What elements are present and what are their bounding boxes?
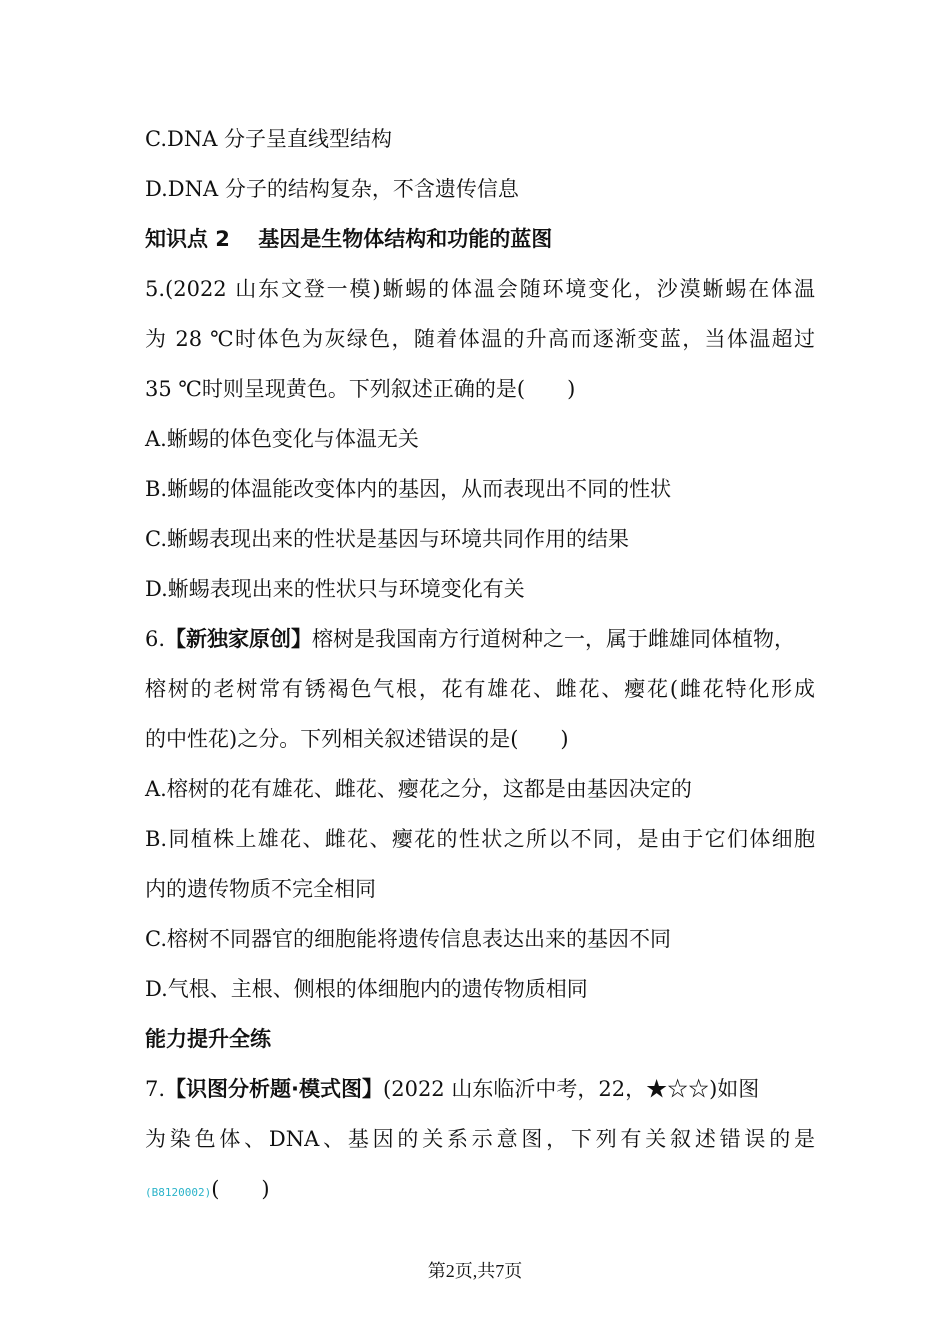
q7-item-code: (B8120002) (145, 1186, 212, 1199)
q7-answer-blank: ( ) (211, 1177, 270, 1201)
q6-option-b-line-1: B.同植株上雄花、雌花、瘿花的性状之所以不同，是由于它们体细胞 (145, 827, 815, 851)
q4-option-d: D.DNA 分子的结构复杂，不含遗传信息 (145, 177, 519, 201)
q6-option-c: C.榕树不同器官的细胞能将遗传信息表达出来的基因不同 (145, 927, 671, 951)
q7-tag: 【识图分析题·模式图】 (165, 1077, 384, 1101)
q5-option-d: D.蜥蜴表现出来的性状只与环境变化有关 (145, 577, 525, 601)
q7-stem-line-2: 为染色体、DNA、基因的关系示意图，下列有关叙述错误的是 (145, 1127, 815, 1151)
q7-number: 7. (145, 1077, 166, 1101)
q5-option-b: B.蜥蜴的体温能改变体内的基因，从而表现出不同的性状 (145, 477, 672, 501)
q7-stem-line-3 (145, 1174, 815, 1208)
q5-stem-line-3: 35 ℃时则呈现黄色。下列叙述正确的是( ) (145, 377, 576, 401)
section-heading: 能力提升全练 (145, 1027, 271, 1051)
q6-number: 6. (145, 627, 166, 651)
q6-stem-line-1 (145, 624, 815, 654)
q5-stem-line-1: 5.(2022 山东文登一模)蜥蜴的体温会随环境变化，沙漠蜥蜴在体温 (145, 277, 815, 301)
knowledge-point-2-heading: 知识点 2 基因是生物体结构和功能的蓝图 (145, 227, 553, 251)
q6-tag: 【新独家原创】 (165, 627, 313, 651)
q6-option-b-line-2: 内的遗传物质不完全相同 (145, 877, 376, 901)
q6-option-d: D.气根、主根、侧根的体细胞内的遗传物质相同 (145, 977, 588, 1001)
page-footer: 第2页,共7页 (427, 1261, 523, 1281)
q5-option-a: A.蜥蜴的体色变化与体温无关 (145, 427, 419, 451)
q6-stem-line-1-text: 榕树是我国南方行道树种之一，属于雌雄同体植物， (312, 627, 796, 651)
q5-option-c: C.蜥蜴表现出来的性状是基因与环境共同作用的结果 (145, 527, 629, 551)
q4-option-c: C.DNA 分子呈直线型结构 (145, 127, 393, 151)
q6-option-a: A.榕树的花有雄花、雌花、瘿花之分，这都是由基因决定的 (145, 777, 692, 801)
q6-stem-line-3: 的中性花)之分。下列相关叙述错误的是( ) (145, 727, 569, 751)
q7-stem-line-1 (145, 1074, 815, 1104)
q6-stem-line-2: 榕树的老树常有锈褐色气根，花有雄花、雌花、瘿花(雌花特化形成 (145, 677, 815, 701)
q7-stem-line-1-text: (2022 山东临沂中考，22，★☆☆)如图 (383, 1077, 760, 1101)
q5-stem-line-2: 为 28 ℃时体色为灰绿色，随着体温的升高而逐渐变蓝，当体温超过 (145, 327, 815, 351)
